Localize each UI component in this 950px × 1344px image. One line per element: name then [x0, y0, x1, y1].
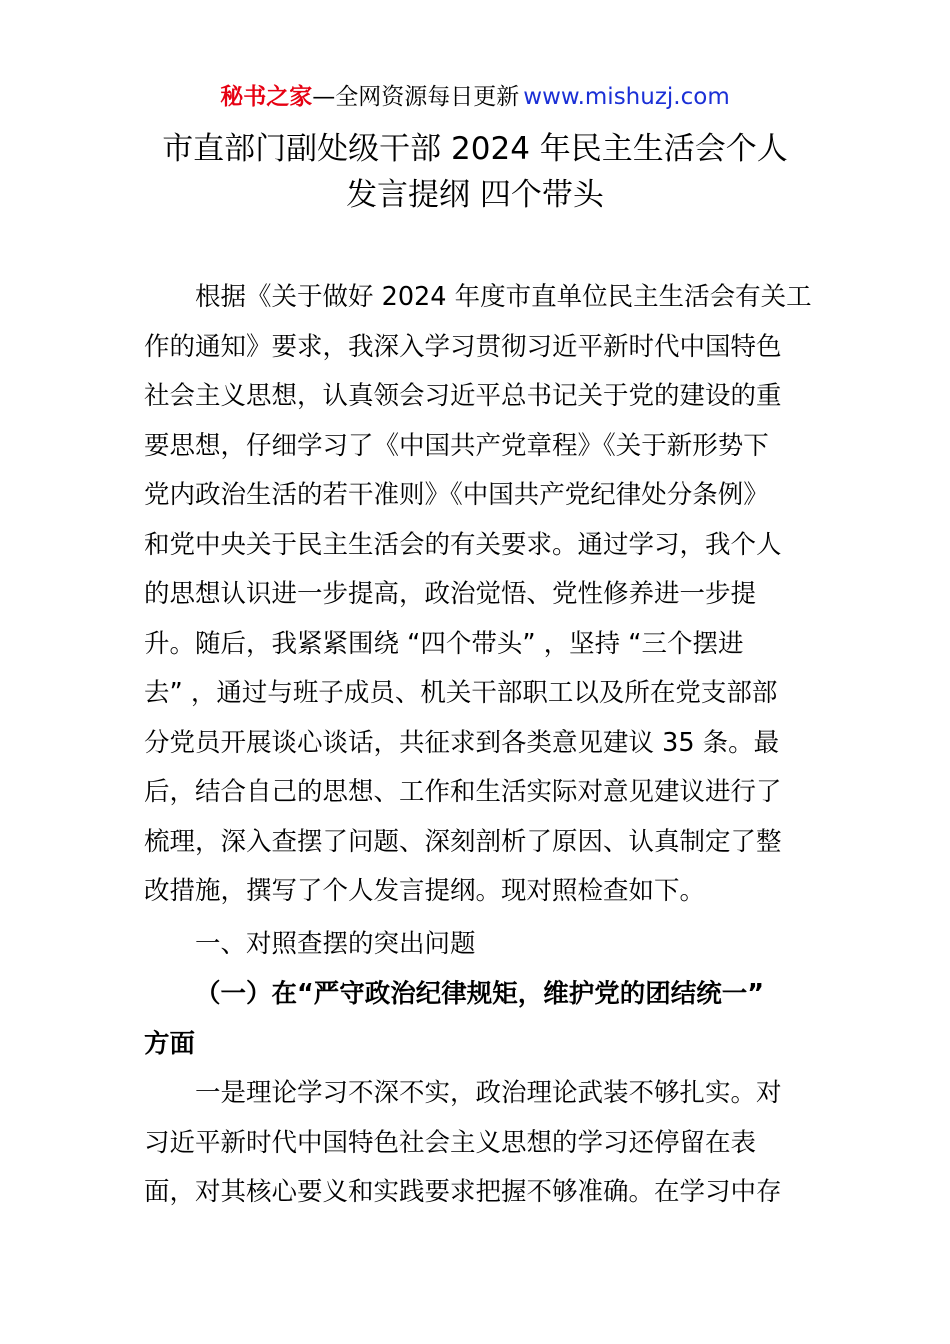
subsection-line-2: 方面 — [144, 1029, 196, 1059]
text-line: 分党员开展谈心谈话，共征求到各类意见建议 35 条。最 — [144, 727, 780, 758]
text-line: 作的通知》要求，我深入学习贯彻习近平新时代中国特色 — [144, 331, 782, 362]
subsection-line-1: （一）在“严守政治纪律规矩，维护党的团结统一” — [195, 979, 765, 1009]
text-line: 梳理，深入查摆了问题、深刻剖析了原因、认真制定了整 — [144, 826, 782, 857]
text-line: 和党中央关于民主生活会的有关要求。通过学习，我个人 — [144, 529, 782, 560]
brand-name: 秘书之家 — [220, 84, 313, 110]
section-heading: 一、对照查摆的突出问题 — [195, 929, 476, 959]
text-line: 根据《关于做好 2024 年度市直单位民主生活会有关工 — [195, 282, 812, 312]
text-line: 升。随后，我紧紧围绕 “四个带头” ，坚持 “三个摆进 — [144, 628, 744, 659]
text-line: 改措施，撰写了个人发言提纲。现对照检查如下。 — [144, 876, 706, 906]
text-line: 去” ，通过与班子成员、机关干部职工以及所在党支部部 — [144, 678, 778, 708]
text-line: 后，结合自己的思想、工作和生活实际对意见建议进行了 — [144, 777, 782, 807]
text-line: 一是理论学习不深不实，政治理论武装不够扎实。对 — [195, 1078, 782, 1108]
document-title — [60, 126, 890, 218]
title-line-1: 市直部门副处级干部 2024 年民主生活会个人 — [162, 131, 788, 167]
text-line: 要思想，仔细学习了《中国共产党章程》《关于新形势下 — [144, 430, 769, 461]
text-line: 面，对其核心要义和实践要求把握不够准确。在学习中存 — [144, 1177, 782, 1207]
header-tagline: —全网资源每日更新 — [312, 84, 520, 110]
site-link[interactable]: www.mishuzj.com — [523, 84, 730, 110]
body-paragraph — [144, 1069, 814, 1218]
text-line: 社会主义思想，认真领会习近平总书记关于党的建设的重 — [144, 381, 782, 411]
title-line-2: 发言提纲 四个带头 — [346, 177, 604, 213]
site-header — [0, 82, 950, 112]
text-line: 的思想认识进一步提高，政治觉悟、党性修养进一步提 — [144, 579, 757, 609]
text-line: 党内政治生活的若干准则》《中国共产党纪律处分条例》 — [144, 480, 769, 510]
subsection-heading — [144, 969, 814, 1069]
intro-paragraph — [144, 273, 814, 917]
text-line: 习近平新时代中国特色社会主义思想的学习还停留在表 — [144, 1127, 757, 1158]
